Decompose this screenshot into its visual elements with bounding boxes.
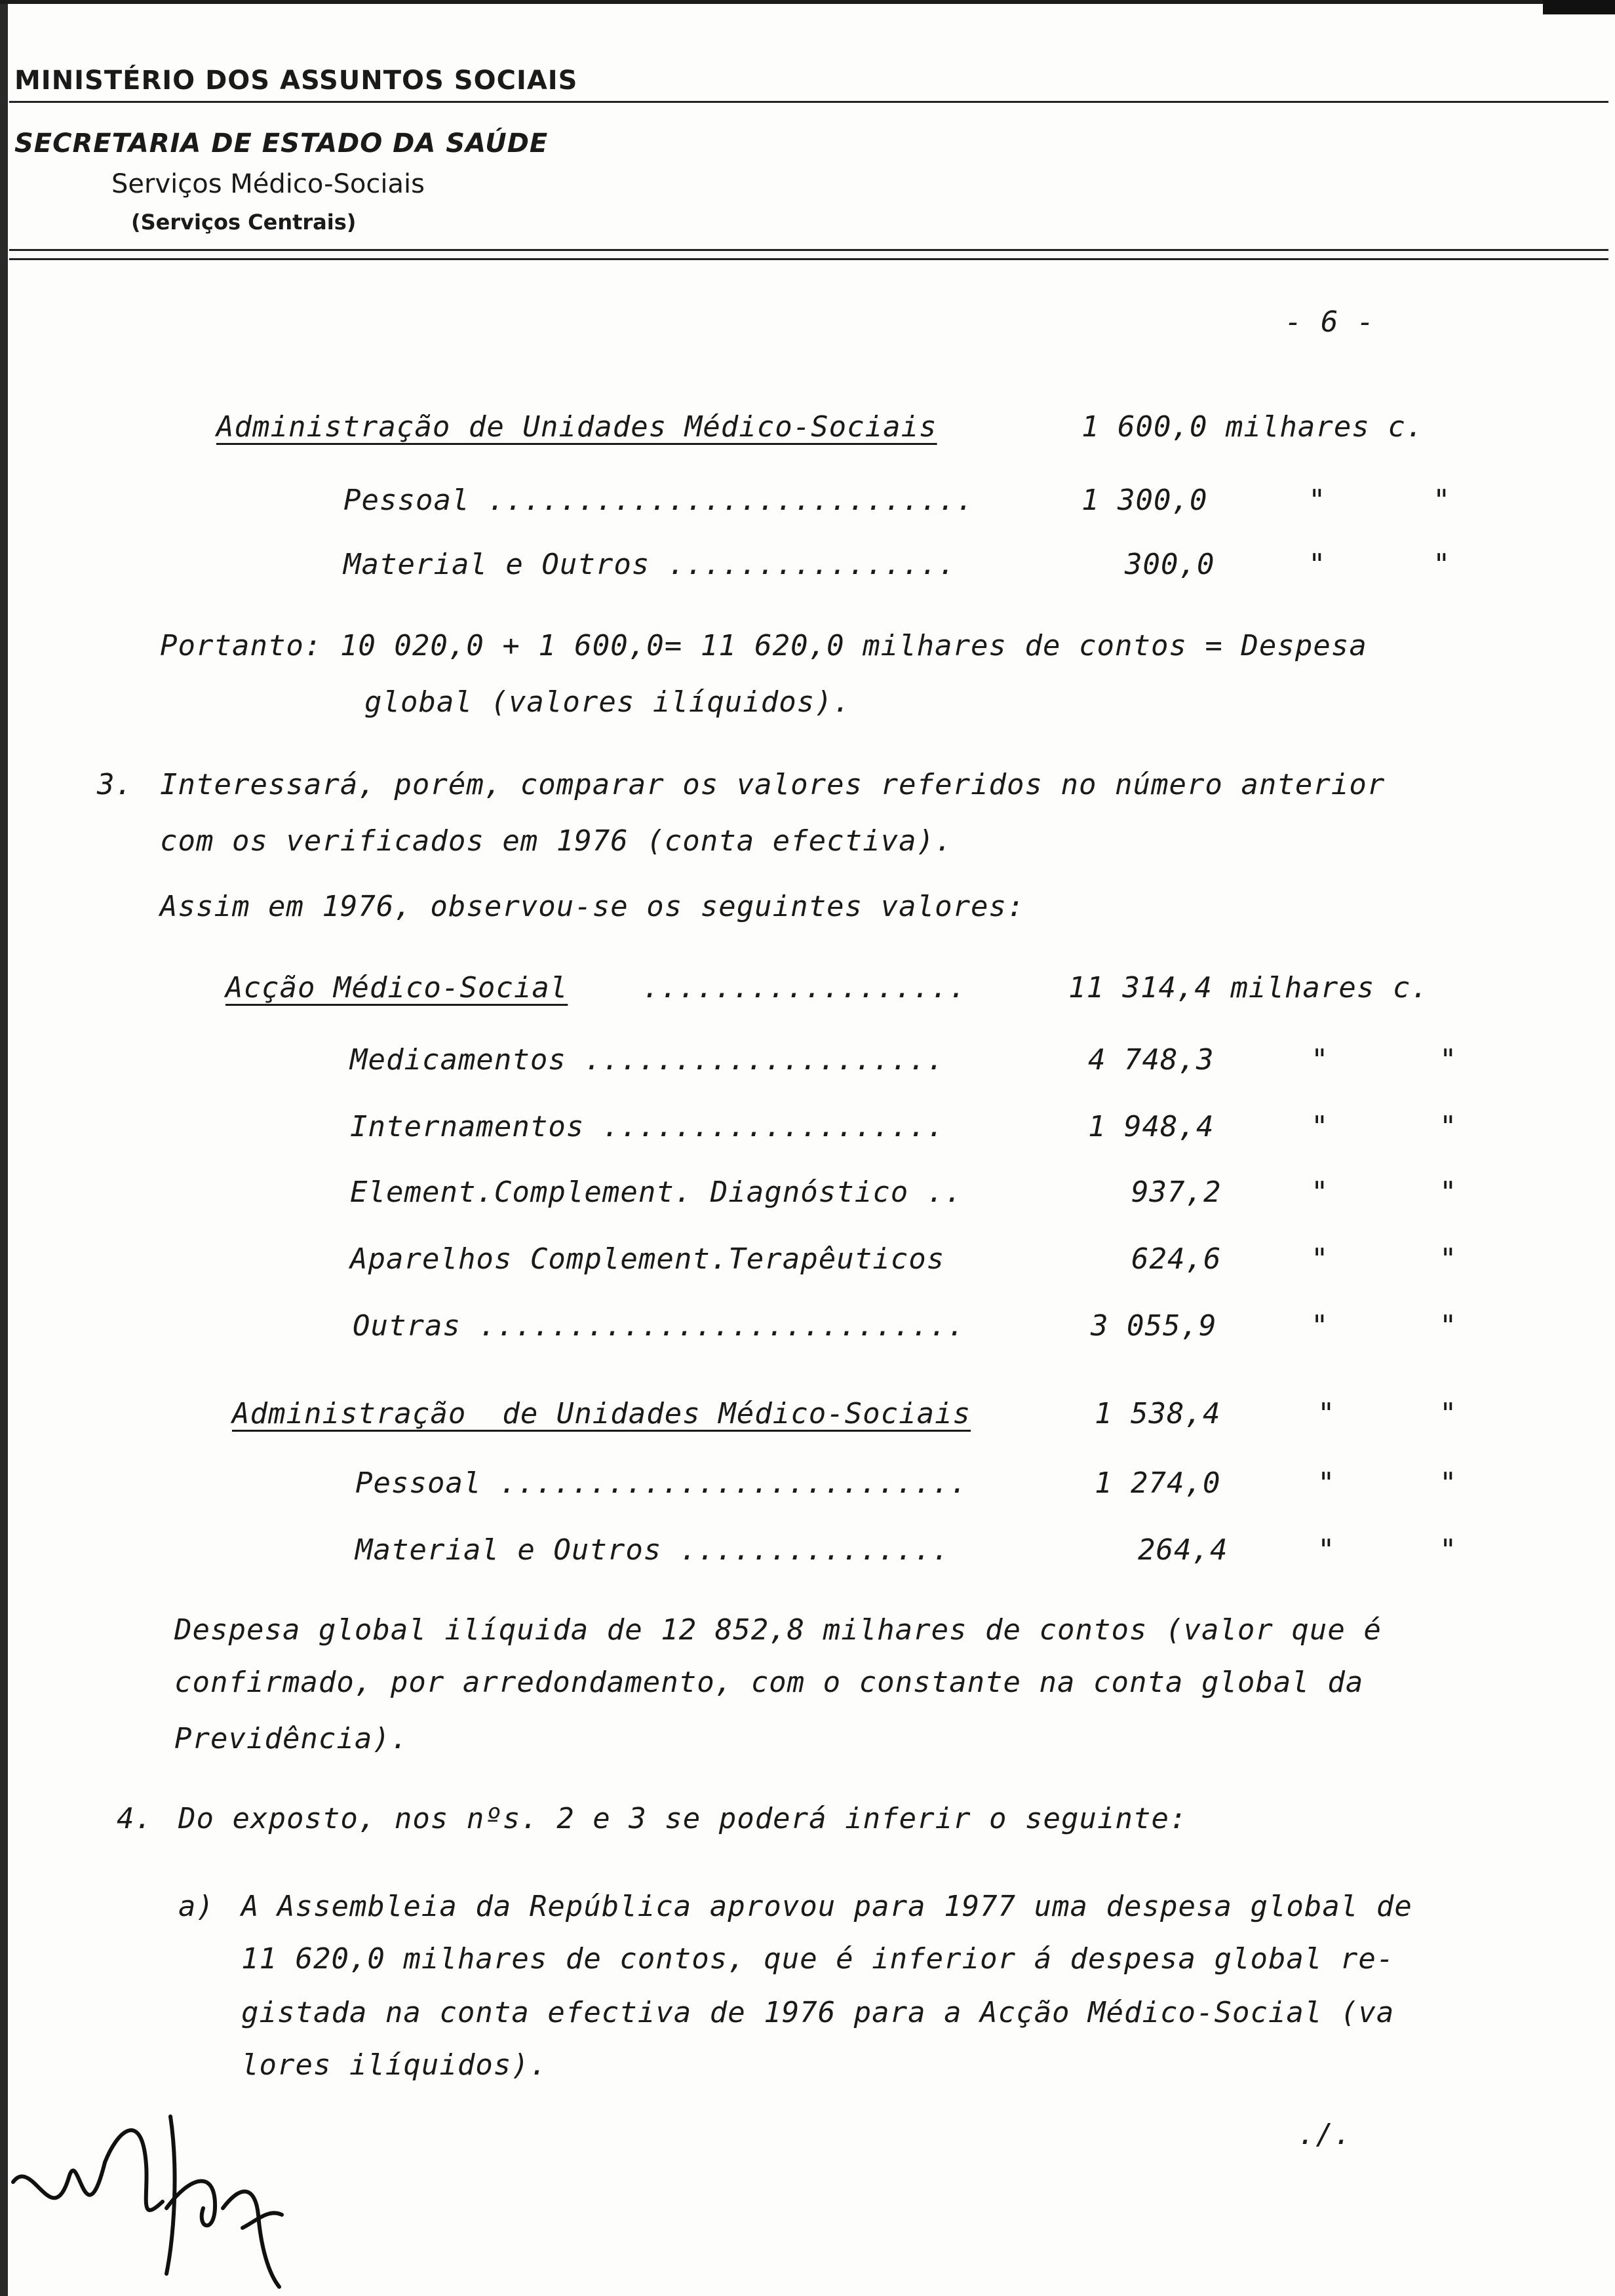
accao-1976-label: Acção Médico-Social <box>225 971 568 1004</box>
internamentos-value: 1 948,4 <box>1088 1110 1215 1143</box>
ditto-mark: " <box>1311 1110 1329 1143</box>
header-rule <box>9 101 1608 103</box>
ditto-mark: " <box>1439 1176 1458 1209</box>
continuation-mark: ./. <box>1298 2118 1352 2151</box>
despesa-line-2: confirmado, por arredondamento, com o constante na conta global da <box>174 1666 1364 1699</box>
item-3-line-2: com os verificados em 1976 (conta efectiva). <box>160 824 953 858</box>
scan-edge <box>0 0 8 2296</box>
item-3-line-1: Interessará, porém, comparar os valores referidos no número anterior <box>160 768 1386 801</box>
portanto-line-1: Portanto: 10 020,0 + 1 600,0= 11 620,0 milhares de contos = Despesa <box>160 629 1367 662</box>
service-heading: Serviços Médico-Sociais <box>111 169 425 199</box>
ditto-mark: " <box>1433 484 1451 517</box>
ditto-mark: " <box>1439 1110 1458 1143</box>
ditto-mark: " <box>1317 1466 1336 1500</box>
ditto-mark: " <box>1308 548 1327 581</box>
admin-1977-pessoal-value: 1 300,0 <box>1081 484 1208 517</box>
ditto-mark: " <box>1439 1397 1458 1430</box>
ditto-mark: " <box>1308 484 1327 517</box>
admin-1976-value: 1 538,4 <box>1095 1397 1221 1430</box>
item-4a-line-2: 11 620,0 milhares de contos, que é inferior á despesa global re- <box>241 1942 1395 1976</box>
diagnostico-value: 937,2 <box>1131 1176 1222 1209</box>
accao-1976-leader-dots: .................. <box>642 971 967 1004</box>
admin-1977-material-label: Material e Outros ................ <box>343 548 956 581</box>
ditto-mark: " <box>1439 1533 1458 1567</box>
admin-1977-pessoal-label: Pessoal ........................... <box>343 484 975 517</box>
item-4a-line-1: A Assembleia da República aprovou para 1977 uma despesa global de <box>241 1890 1412 1923</box>
diagnostico-label: Element.Complement. Diagnóstico .. <box>350 1176 963 1209</box>
item-3-line-3: Assim em 1976, observou-se os seguintes valores: <box>160 890 1025 923</box>
sub-service-heading: (Serviços Centrais) <box>131 210 357 235</box>
admin-1976-pessoal-value: 1 274,0 <box>1095 1466 1221 1500</box>
ditto-mark: " <box>1317 1533 1336 1567</box>
ditto-mark: " <box>1439 1309 1458 1343</box>
admin-1977-material-value: 300,0 <box>1125 548 1215 581</box>
medicamentos-value: 4 748,3 <box>1088 1043 1215 1077</box>
ditto-mark: " <box>1439 1043 1458 1077</box>
admin-1977-label: Administração de Unidades Médico-Sociais <box>216 410 937 444</box>
admin-1977-value: 1 600,0 milhares c. <box>1081 410 1424 444</box>
item-4a-label: a) <box>178 1890 214 1923</box>
ditto-mark: " <box>1311 1242 1329 1276</box>
medicamentos-label: Medicamentos .................... <box>350 1043 945 1077</box>
ditto-mark: " <box>1317 1397 1336 1430</box>
despesa-line-1: Despesa global ilíquida de 12 852,8 milhares de contos (valor que é <box>174 1613 1382 1647</box>
ditto-mark: " <box>1433 548 1451 581</box>
despesa-line-3: Previdência). <box>174 1722 409 1755</box>
ditto-mark: " <box>1439 1242 1458 1276</box>
terapeuticos-label: Aparelhos Complement.Terapêuticos <box>350 1242 945 1276</box>
terapeuticos-value: 624,6 <box>1131 1242 1222 1276</box>
secretariat-heading: SECRETARIA DE ESTADO DA SAÚDE <box>14 128 549 159</box>
item-4a-line-4: lores ilíquidos). <box>241 2048 548 2082</box>
ditto-mark: " <box>1439 1466 1458 1500</box>
header-double-rule-bottom <box>9 258 1608 260</box>
admin-1976-material-label: Material e Outros ............... <box>355 1533 950 1567</box>
accao-1976-value: 11 314,4 milhares c. <box>1068 971 1429 1004</box>
portanto-line-2: global (valores ilíquidos). <box>364 685 851 719</box>
admin-1976-pessoal-label: Pessoal .......................... <box>355 1466 968 1500</box>
page-number: - 6 - <box>1285 305 1375 339</box>
item-4-line-1: Do exposto, nos nºs. 2 e 3 se poderá inferir o seguinte: <box>178 1802 1188 1835</box>
outras-label: Outras ........................... <box>353 1309 965 1343</box>
item-4-number: 4. <box>117 1802 153 1835</box>
ditto-mark: " <box>1311 1309 1329 1343</box>
internamentos-label: Internamentos ................... <box>350 1110 945 1143</box>
ditto-mark: " <box>1311 1043 1329 1077</box>
scan-top-edge <box>0 0 1615 4</box>
handwritten-signature <box>7 2077 308 2293</box>
ditto-mark: " <box>1311 1176 1329 1209</box>
admin-1976-material-value: 264,4 <box>1138 1533 1228 1567</box>
scan-corner <box>1543 0 1615 14</box>
header-double-rule-top <box>9 249 1608 251</box>
item-3-number: 3. <box>97 768 133 801</box>
item-4a-line-3: gistada na conta efectiva de 1976 para a Acção Médico-Social (va <box>241 1996 1395 2029</box>
admin-1976-label: Administração de Unidades Médico-Sociais <box>232 1397 971 1430</box>
outras-value: 3 055,9 <box>1091 1309 1217 1343</box>
ministry-heading: MINISTÉRIO DOS ASSUNTOS SOCIAIS <box>14 66 578 96</box>
